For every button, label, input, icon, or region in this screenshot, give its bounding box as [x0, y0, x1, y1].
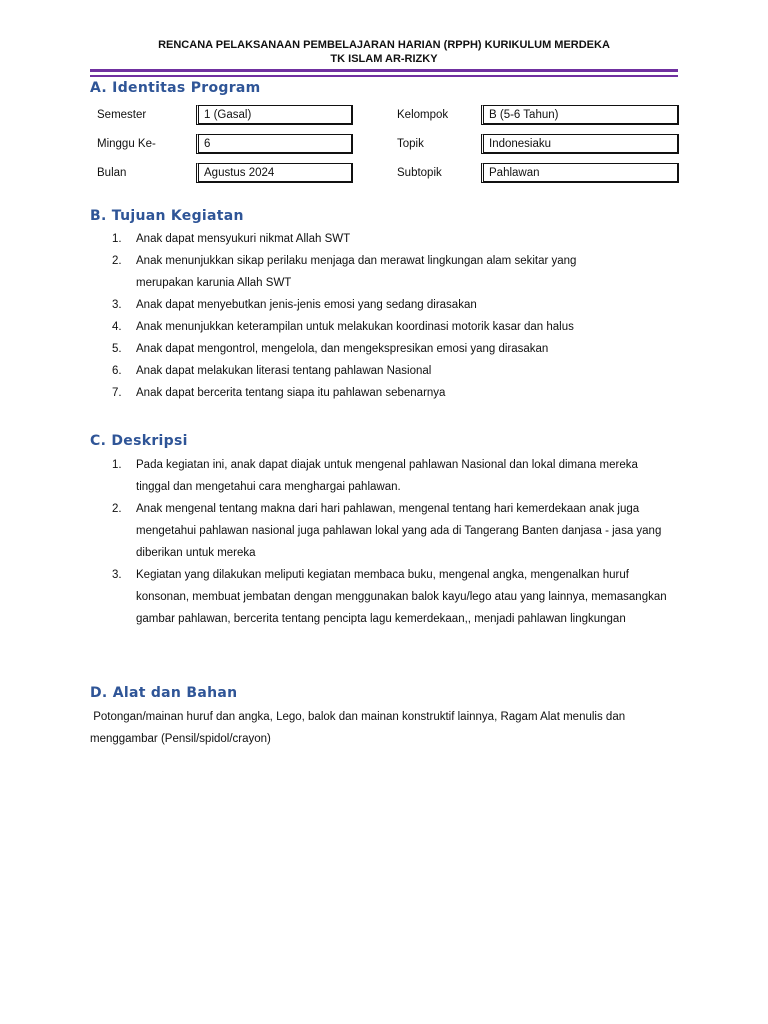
label-semester: Semester [97, 109, 147, 121]
list-number: 7. [112, 387, 122, 399]
section-heading-tujuan: B. Tujuan Kegiatan [90, 208, 244, 224]
label-kelompok: Kelompok [397, 109, 449, 121]
list-number: 3. [112, 299, 122, 311]
deskripsi-item [112, 498, 684, 564]
list-text: Anak dapat menyebutkan jenis-jenis emosi yang sedang dirasakan [136, 299, 477, 311]
list-text: Anak dapat mensyukuri nikmat Allah SWT [136, 233, 351, 245]
list-text: Kegiatan yang dilakukan meliputi kegiatan membaca buku, mengenal angka, mengenalkan huruf konsonan, membuat jembatan dengan menggunakan balok kayu/lego atau yang lainnya, memasangkan gambar pahlawan, bercerita tentang pencipta lagu kemerdekaan,, menjadi pahlawan lingkungan [136, 569, 667, 625]
field-subtopik: Pahlawan [481, 163, 679, 183]
tujuan-item [112, 228, 682, 250]
field-semester: 1 (Gasal) [196, 105, 353, 125]
field-topik: Indonesiaku [481, 134, 679, 154]
list-text: Anak dapat melakukan literasi tentang pahlawan Nasional [136, 365, 432, 377]
tujuan-item [112, 338, 682, 360]
section-heading-identitas: A. Identitas Program [90, 80, 261, 96]
school-name: TK ISLAM AR-RIZKY [330, 53, 438, 65]
list-number: 5. [112, 343, 122, 355]
list-text: Anak mengenal tentang makna dari hari pahlawan, mengenal tentang hari kemerdekaan anak juga mengetahui pahlawan nasional juga pahlawan lokal yang ada di Tangerang Banten danjasa - jasa yang diberikan untuk mereka [136, 503, 662, 559]
tujuan-item [112, 316, 682, 338]
list-number: 1. [112, 233, 122, 245]
field-kelompok: B (5-6 Tahun) [481, 105, 679, 125]
header-divider-top [90, 69, 678, 72]
list-text: Anak menunjukkan keterampilan untuk melakukan koordinasi motorik kasar dan halus [136, 321, 574, 333]
list-text: Anak menunjukkan sikap perilaku menjaga dan merawat lingkungan alam sekitar yang merupakan karunia Allah SWT [136, 255, 577, 289]
list-number: 2. [112, 503, 122, 515]
list-number: 4. [112, 321, 122, 333]
section-heading-deskripsi: C. Deskripsi [90, 433, 188, 449]
field-bulan: Agustus 2024 [196, 163, 353, 183]
list-number: 1. [112, 459, 122, 471]
document-title: RENCANA PELAKSANAAN PEMBELAJARAN HARIAN (RPPH) KURIKULUM MERDEKA [158, 39, 610, 51]
alat-bahan-text: Potongan/mainan huruf dan angka, Lego, balok dan mainan konstruktif lainnya, Ragam Alat menulis dan menggambar (Pensil/spidol/crayon) [90, 711, 629, 745]
tujuan-item [112, 294, 682, 316]
tujuan-item [112, 382, 682, 404]
list-number: 3. [112, 569, 122, 581]
label-bulan: Bulan [97, 167, 127, 179]
deskripsi-item [112, 454, 647, 498]
list-text: Anak dapat mengontrol, mengelola, dan mengekspresikan emosi yang dirasakan [136, 343, 549, 355]
list-number: 2. [112, 255, 122, 267]
label-subtopik: Subtopik [397, 167, 442, 179]
label-minggu: Minggu Ke- [97, 138, 156, 150]
tujuan-item [112, 360, 682, 382]
list-number: 6. [112, 365, 122, 377]
list-text: Pada kegiatan ini, anak dapat diajak untuk mengenal pahlawan Nasional dan lokal dimana mereka tinggal dan mengetahui cara menghargai pahlawan. [136, 459, 638, 493]
section-heading-alat-bahan: D. Alat dan Bahan [90, 685, 238, 701]
deskripsi-item [112, 564, 684, 630]
header-divider-bottom [90, 75, 678, 77]
tujuan-item [112, 250, 632, 294]
label-topik: Topik [397, 138, 424, 150]
list-text: Anak dapat bercerita tentang siapa itu pahlawan sebenarnya [136, 387, 446, 399]
field-minggu: 6 [196, 134, 353, 154]
